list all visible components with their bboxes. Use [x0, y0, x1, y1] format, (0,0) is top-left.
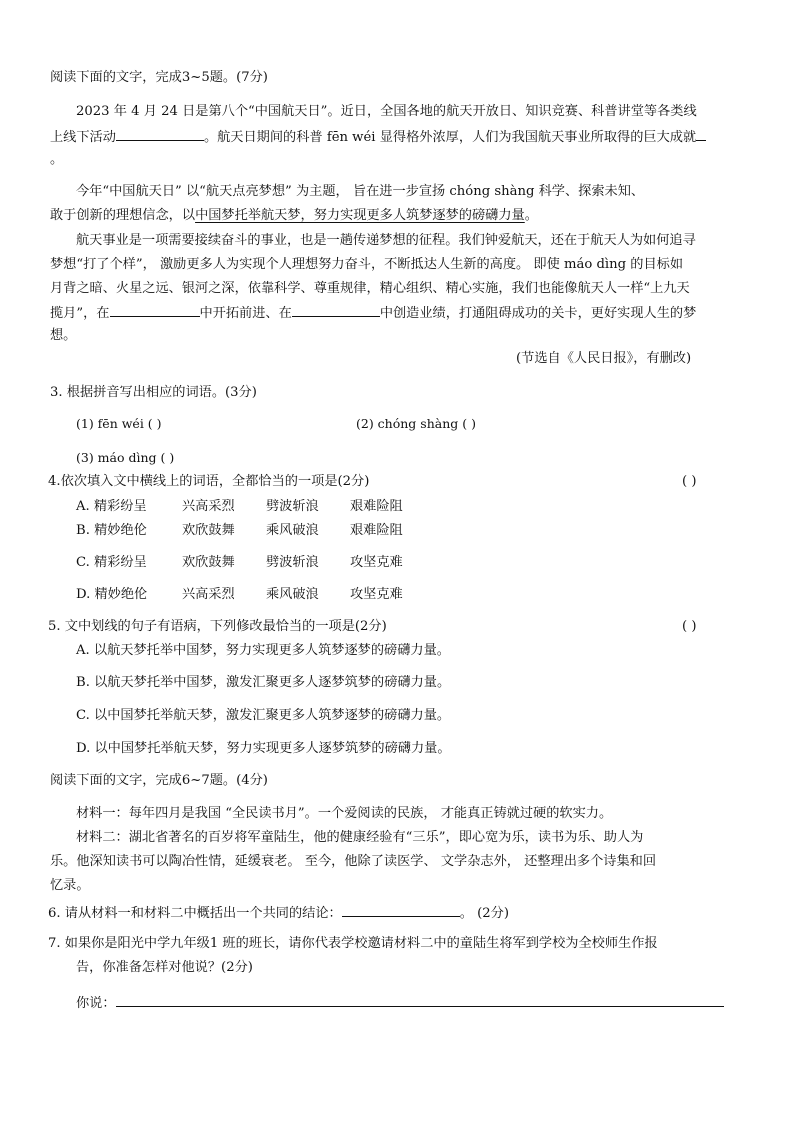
- question3-stem: 3. 根据拼音写出相应的词语。(3分): [50, 385, 257, 400]
- paragraph3-line5: 想。: [50, 328, 77, 343]
- option-word: 兴高采烈: [182, 499, 235, 514]
- section2-intro: 阅读下面的文字，完成6~7题。(4分): [50, 773, 268, 788]
- material2-line2: 乐。他深知读书可以陶冶性情，延缓衰老。 至今，他除了读医学、 文学杂志外， 还整理出多个诗集和回: [50, 854, 657, 869]
- question4-option-a[interactable]: [76, 497, 403, 517]
- fill-blank-2[interactable]: [696, 126, 706, 141]
- question3-item3[interactable]: (3) máo dìng ( ): [76, 450, 175, 465]
- paragraph3-text: 揽月”，在: [50, 306, 110, 321]
- question6-stem: 6. 请从材料一和材料二中概括出一个共同的结论：: [48, 906, 342, 921]
- option-word: 劈波斩浪: [266, 499, 319, 514]
- question7-line2: 告，你准备怎样对他说？(2分): [76, 960, 253, 975]
- paragraph3-line2: 梦想“打了个样”， 激励更多人为实现个人理想努力奋斗，不断抵达人生新的高度。 即使 máo dìng 的目标如: [50, 257, 684, 272]
- paragraph3-line3: 月背之暗、火星之远、银河之深，依靠科学、尊重规律，精心组织、精心实施，我们也能像航天人一样“上九天: [50, 281, 690, 296]
- fill-blank-1[interactable]: [116, 126, 204, 141]
- option-word: 攻坚克难: [350, 555, 403, 570]
- paragraph3-line4: [50, 302, 696, 324]
- option-word: B. 精妙绝伦: [76, 523, 147, 538]
- question4-option-c[interactable]: [76, 553, 403, 573]
- paragraph2-text: 敢于创新的理想信念，以: [50, 208, 196, 223]
- question6: [48, 902, 509, 924]
- question4-stem: 4.依次填入文中横线上的词语，全都恰当的一项是(2分): [48, 474, 370, 489]
- question3-item2[interactable]: (2) chóng shàng ( ): [356, 416, 476, 431]
- paragraph1-line2: [50, 126, 706, 148]
- option-word: 艰难险阻: [350, 499, 403, 514]
- question3-item1[interactable]: (1) fēn wéi ( ): [76, 416, 162, 431]
- question4-answer-paren[interactable]: ( ): [682, 474, 697, 489]
- paragraph2-text: 。: [524, 208, 538, 223]
- paragraph3-line1: 航天事业是一项需要接续奋斗的事业，也是一趟传递梦想的征程。我们钟爱航天，还在于航天人为如何追寻: [76, 233, 696, 248]
- question7-answer: [76, 992, 724, 1014]
- option-word: 乘风破浪: [266, 587, 319, 602]
- section1-intro: 阅读下面的文字，完成3~5题。(7分): [50, 70, 268, 85]
- option-word: 艰难险阻: [350, 523, 403, 538]
- option-word: A. 精彩纷呈: [76, 499, 147, 514]
- question4-option-d[interactable]: [76, 585, 403, 605]
- option-word: 欢欣鼓舞: [182, 555, 235, 570]
- material2-line1: 材料二：湖北省著名的百岁将军童陆生，他的健康经验有“三乐”，即心宽为乐，读书为乐、助人为: [76, 830, 644, 845]
- paragraph1-text: 。航天日期间的科普 fēn wéi 显得格外浓厚，人们为我国航天事业所取得的巨大成就: [203, 130, 697, 145]
- paragraph1-line3: 。: [50, 152, 64, 167]
- material1: 材料一：每年四月是我国 “全民读书月”。一个爱阅读的民族， 才能真正铸就过硬的软实力。: [76, 806, 613, 821]
- material2-line3: 忆录。: [50, 878, 90, 893]
- option-word: D. 精妙绝伦: [76, 587, 148, 602]
- paragraph2-line2: [50, 206, 538, 226]
- question7-answer-line[interactable]: [116, 992, 724, 1007]
- fill-blank-3[interactable]: [110, 302, 200, 317]
- question5-option-c[interactable]: C. 以中国梦托举航天梦，激发汇聚更多人筑梦逐梦的磅礴力量。: [76, 708, 451, 723]
- option-word: C. 精彩纷呈: [76, 555, 147, 570]
- paragraph1-text: 上线下活动: [50, 130, 116, 145]
- question5-stem: 5. 文中划线的句子有语病，下列修改最恰当的一项是(2分): [48, 619, 387, 634]
- answer-label: 你说：: [76, 996, 116, 1011]
- source-citation: (节选自《人民日报》，有删改): [516, 351, 692, 366]
- question4-option-b[interactable]: [76, 521, 403, 541]
- option-word: 欢欣鼓舞: [182, 523, 235, 538]
- question5-option-a[interactable]: A. 以航天梦托举中国梦，努力实现更多人筑梦逐梦的磅礴力量。: [76, 643, 450, 658]
- paragraph2-line1: 今年“中国航天日” 以“航天点亮梦想” 为主题， 旨在进一步宣扬 chóng shàng 科学、探索未知、: [76, 184, 645, 199]
- question5-option-d[interactable]: D. 以中国梦托举航天梦，努力实现更多人逐梦筑梦的磅礴力量。: [76, 741, 451, 756]
- option-word: 攻坚克难: [350, 587, 403, 602]
- paragraph3-text: 中开拓前进、在: [199, 306, 292, 321]
- option-word: 乘风破浪: [266, 523, 319, 538]
- option-word: 劈波斩浪: [266, 555, 319, 570]
- underlined-sentence: 中国梦托举航天梦，努力实现更多人筑梦逐梦的磅礴力量: [195, 208, 525, 223]
- question6-answer-blank[interactable]: [342, 902, 460, 917]
- question5-answer-paren[interactable]: ( ): [682, 619, 697, 634]
- paragraph3-text: 中创造业绩，打通阻碍成功的关卡，更好实现人生的梦: [379, 306, 697, 321]
- question5-option-b[interactable]: B. 以航天梦托举中国梦，激发汇聚更多人逐梦筑梦的磅礴力量。: [76, 675, 451, 690]
- fill-blank-4[interactable]: [292, 302, 380, 317]
- question7-line1: 7. 如果你是阳光中学九年级1 班的班长，请你代表学校邀请材料二中的童陆生将军到学校为全校师生作报: [48, 936, 658, 951]
- option-word: 兴高采烈: [182, 587, 235, 602]
- question6-tail: 。 (2分): [459, 906, 509, 921]
- paragraph1-line1: 2023 年 4 月 24 日是第八个“中国航天日”。近日，全国各地的航天开放日、知识竞赛、科普讲堂等各类线: [76, 104, 697, 119]
